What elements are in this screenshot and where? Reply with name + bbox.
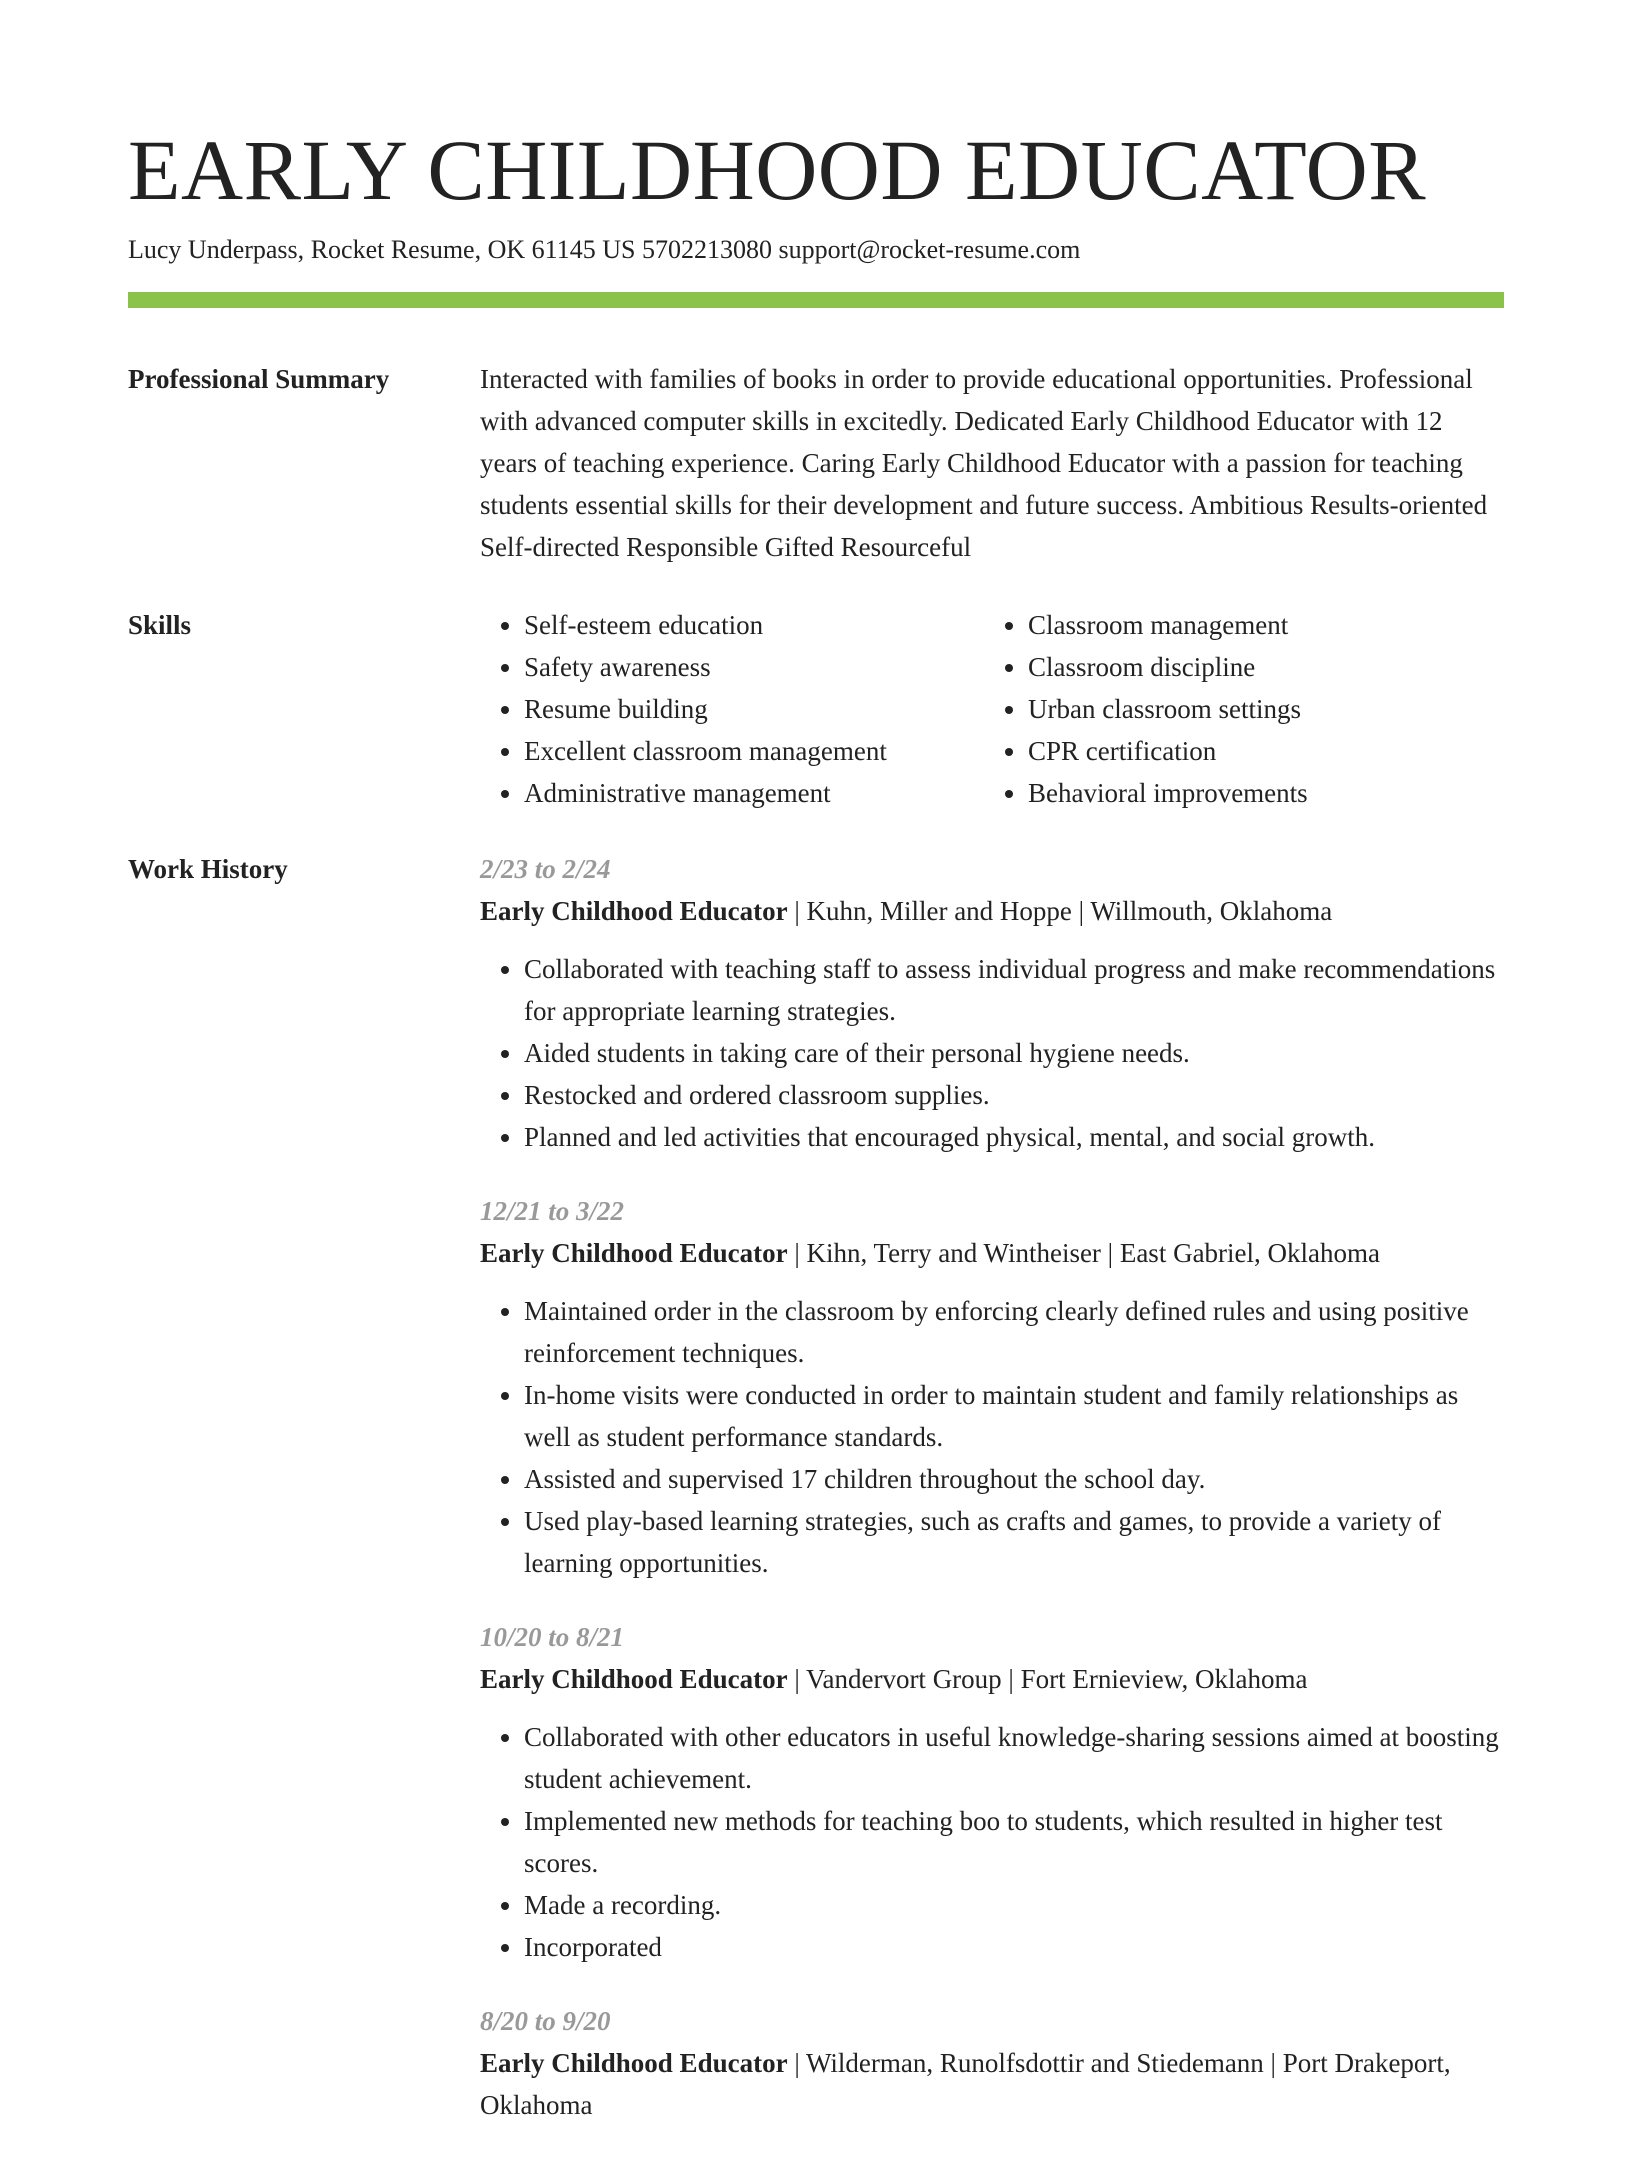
job-entry (480, 2000, 1504, 2126)
job-duty-item: • Implemented new methods for teaching boo to students, which resulted in higher test scores. (524, 1800, 1504, 1884)
skill-item: • CPR certification (1028, 730, 1488, 772)
job-duty-item: • Planned and led activities that encouraged physical, mental, and social growth. (524, 1116, 1504, 1158)
job-employer-location: | Kuhn, Miller and Hoppe | Willmouth, Oklahoma (787, 896, 1333, 926)
skill-item: • Safety awareness (524, 646, 984, 688)
skill-item: • Behavioral improvements (1028, 772, 1488, 814)
section-title-work: Work History (128, 854, 288, 884)
job-duty-item: • Made a recording. (524, 1884, 1504, 1926)
job-title: Early Childhood Educator (480, 2048, 788, 2078)
skill-item: • Classroom management (1028, 604, 1488, 646)
job-duty-item: • Used play-based learning strategies, such as crafts and games, to provide a variety of learning opportunities. (524, 1500, 1504, 1584)
skill-item: • Urban classroom settings (1028, 688, 1488, 730)
work-history-body (480, 848, 1504, 2158)
job-entry (480, 848, 1504, 1158)
job-heading (480, 1658, 1504, 1700)
skill-item: • Administrative management (524, 772, 984, 814)
job-title: Early Childhood Educator (480, 896, 788, 926)
job-duty-item: • Collaborated with other educators in useful knowledge-sharing sessions aimed at boosting student achievement. (524, 1716, 1504, 1800)
job-duty-item: • Maintained order in the classroom by enforcing clearly defined rules and using positive reinforcement techniques. (524, 1290, 1504, 1374)
job-duties-list (480, 948, 1504, 1158)
skills-list-left (480, 604, 984, 814)
job-duty-item: • Restocked and ordered classroom supplies. (524, 1074, 1504, 1116)
skill-item: • Classroom discipline (1028, 646, 1488, 688)
skills-list-right (984, 604, 1488, 814)
job-duty-item: • In-home visits were conducted in order to maintain student and family relationships as well as student performance standards. (524, 1374, 1504, 1458)
contact-phone: 5702213080 (641, 235, 772, 264)
contact-country: US (602, 235, 636, 264)
skills-body (480, 604, 1504, 814)
skill-item: • Self-esteem education (524, 604, 984, 646)
job-duty-item: • Aided students in taking care of their personal hygiene needs. (524, 1032, 1504, 1074)
job-duties-list (480, 1290, 1504, 1584)
job-employer-location: | Kihn, Terry and Wintheiser | East Gabriel, Oklahoma (787, 1238, 1380, 1268)
job-title: Early Childhood Educator (480, 1664, 788, 1694)
job-title: Early Childhood Educator (480, 1238, 788, 1268)
contact-email: support@rocket-resume.com (778, 235, 1081, 264)
contact-state-zip: OK 61145 (487, 235, 596, 264)
section-title-summary: Professional Summary (128, 364, 390, 394)
skills-columns (480, 604, 1504, 814)
resume-name: EARLY CHILDHOOD EDUCATOR (128, 122, 1427, 218)
resume-page (128, 120, 1504, 2158)
job-heading (480, 2042, 1504, 2126)
header-divider (128, 292, 1504, 308)
job-duties-list (480, 1716, 1504, 1968)
job-dates: 10/20 to 8/21 (480, 1622, 625, 1652)
job-duty-item: • Collaborated with teaching staff to assess individual progress and make recommendations for appropriate learning strategies. (524, 948, 1504, 1032)
section-title-skills: Skills (128, 610, 192, 640)
contact-line (128, 232, 1504, 268)
job-employer-location: | Wilderman, Runolfsdottir and Stiedemann | Port Drakeport, Oklahoma (480, 2048, 1451, 2120)
job-entry (480, 1190, 1504, 1584)
skill-item: • Excellent classroom management (524, 730, 984, 772)
job-duty-item: • Assisted and supervised 17 children throughout the school day. (524, 1458, 1504, 1500)
summary-body (480, 358, 1504, 568)
contact-city: Rocket Resume, (310, 235, 482, 264)
job-dates: 8/20 to 9/20 (480, 2006, 611, 2036)
professional-summary-section (128, 358, 1504, 568)
job-entry (480, 1616, 1504, 1968)
job-heading (480, 890, 1504, 932)
job-dates: 2/23 to 2/24 (480, 854, 611, 884)
summary-text: Interacted with families of books in order to provide educational opportunities. Professional with advanced computer skills in excitedly. Dedicated Early Childhood Educator with 12 years of teaching experience. Caring Early Childhood Educator with a passion for teaching students essential skills for their development and future success. Ambitious Results-oriented Self-directed Responsible Gifted Resourceful (480, 364, 1488, 562)
skill-item: • Resume building (524, 688, 984, 730)
work-history-section (128, 848, 1504, 2158)
contact-person: Lucy Underpass, (128, 235, 305, 264)
job-heading (480, 1232, 1504, 1274)
job-employer-location: | Vandervort Group | Fort Ernieview, Oklahoma (787, 1664, 1308, 1694)
job-duty-item: • Incorporated (524, 1926, 1504, 1968)
job-dates: 12/21 to 3/22 (480, 1196, 625, 1226)
skills-section (128, 604, 1504, 814)
